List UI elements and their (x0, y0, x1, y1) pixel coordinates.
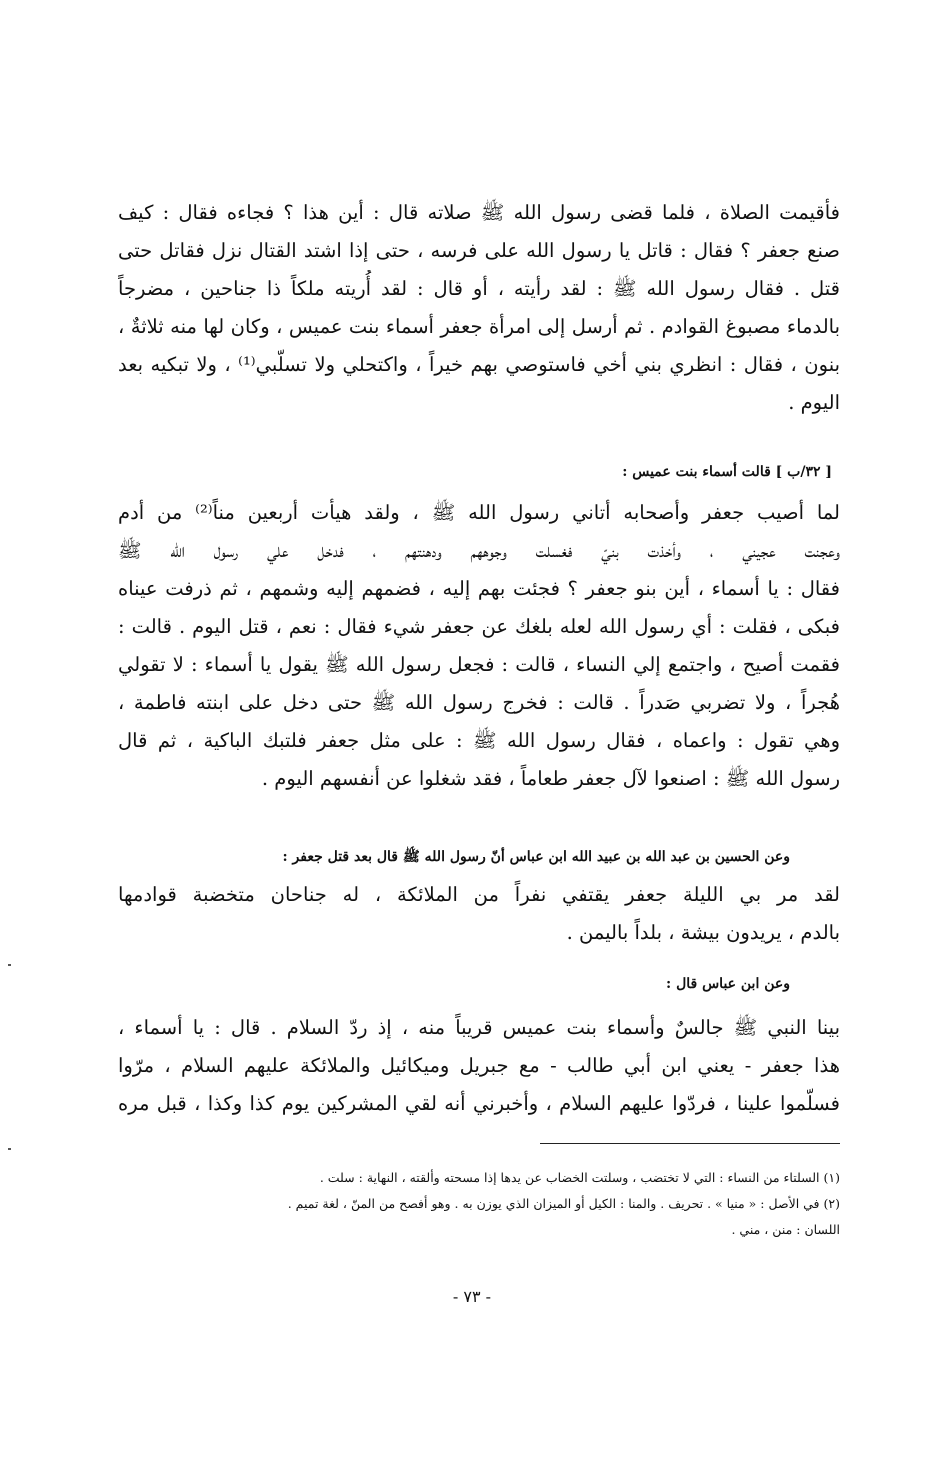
narration-heading: وعن ابن عباس قال : (666, 976, 790, 992)
paragraph-2 (118, 494, 840, 798)
paragraph-3 (118, 876, 840, 952)
text-line: فأقيمت الصلاة ، فلما قضى رسول الله ﷺ صلاته قال : أين هذا ؟ فجاءه فقال : كيف (118, 201, 840, 224)
text-line: فقمت أصيح ، واجتمع إلي النساء ، قالت : فجعل رسول الله ﷺ يقول يا أسماء : لا تقولي (118, 653, 840, 676)
text-line: رسول الله ﷺ : اصنعوا لآل جعفر طعاماً ، فقد شغلوا عن أنفسهم اليوم . (261, 767, 840, 790)
text-line: بنون ، فقال : انظري بني أخي فاستوصي بهم خيراً ، واكتحلي ولا تسلّبي⁽¹⁾ ، ولا تبكيه بعد (118, 353, 840, 376)
text-line: بينا النبي ﷺ جالسٌ وأسماء بنت عميس قريباً منه ، إذ ردّ السلام . قال : يا أسماء ، (118, 1016, 840, 1039)
text-line: اليوم . (788, 391, 840, 414)
paragraph-4 (118, 1009, 840, 1123)
narration-heading: وعن الحسين بن عبد الله بن عبيد الله ابن عباس أنّ رسول الله ﷺ قال بعد قتل جعفر : (282, 849, 790, 865)
text-line: وعجنت عجيني ، وأخذت بنيّ فغسلت وجوههم ودهنتهم ، فدخل علي رسول الله ﷺ (118, 539, 840, 562)
scan-mark (8, 1148, 11, 1150)
text-line: فبكى ، فقلت : أي رسول الله لعله بلغك عن جعفر شيء فقال : نعم ، قتل اليوم . قالت : (118, 615, 840, 638)
text-line: لقد مر بي الليلة جعفر يقتفي نفراً من الملائكة ، له جناحان متخضبة قوادمها (118, 883, 840, 906)
text-line: فسلّموا علينا ، فردّوا عليهم السلام ، وأخبرني أنه لقي المشركين يوم كذا وكذا ، قبل مره (118, 1092, 840, 1115)
text-line: وهي تقول : واعماه ، فقال رسول الله ﷺ : على مثل جعفر فلتبك الباكية ، ثم قال (118, 729, 840, 752)
paragraph-1 (118, 194, 840, 422)
text-line: قتل . فقال رسول الله ﷺ : لقد رأيته ، أو قال : لقد أُريته ملكاً ذا جناحين ، مضرجاً (118, 277, 840, 300)
footnote: (٢) في الأصل : « منيا » . تحريف . والمنا : الكيل أو الميزان الذي يوزن به . وهو أفصح من المنّ ، لغة تميم . (287, 1196, 840, 1211)
scan-mark (8, 964, 11, 966)
footnote: اللسان : منن ، مني . (731, 1222, 840, 1237)
text-line: لما أصيب جعفر وأصحابه أتاني رسول الله ﷺ ، ولقد هيأت أربعين مناً⁽²⁾ من أدم (118, 501, 840, 524)
text-line: بالدماء مصبوغ القوادم . ثم أرسل إلى امرأة جعفر أسماء بنت عميس ، وكان لها منه ثلاثةٌ ، (118, 315, 840, 338)
section-heading: [ ٣٢/ب ] قالت أسماء بنت عميس : (622, 464, 832, 480)
text-line: بالدم ، يريدون بيشة ، بلداً باليمن . (566, 921, 840, 944)
page-number: - ٧٣ - (452, 1287, 492, 1306)
footnote-divider (540, 1143, 840, 1144)
text-line: صنع جعفر ؟ فقال : قاتل يا رسول الله على فرسه ، حتى إذا اشتد القتال نزل فقاتل حتى (118, 239, 840, 262)
text-line: هذا جعفر - يعني ابن أبي طالب - مع جبريل وميكائيل والملائكة عليهم السلام ، مرّوا (118, 1054, 840, 1077)
footnotes (118, 1165, 840, 1243)
text-line: هُجراً ، ولا تضربي صَدراً . قالت : فخرج رسول الله ﷺ حتى دخل على ابنته فاطمة ، (118, 691, 840, 714)
text-line: فقال : يا أسماء ، أين بنو جعفر ؟ فجئت بهم إليه ، فضمهم إليه وشمهم ، ثم ذرفت عيناه (118, 577, 840, 600)
footnote: (١) السلتاء من النساء : التي لا تختضب ، وسلتت الخضاب عن يدها إذا مسحته وألقته ، النهاية : سلت . (319, 1170, 840, 1185)
